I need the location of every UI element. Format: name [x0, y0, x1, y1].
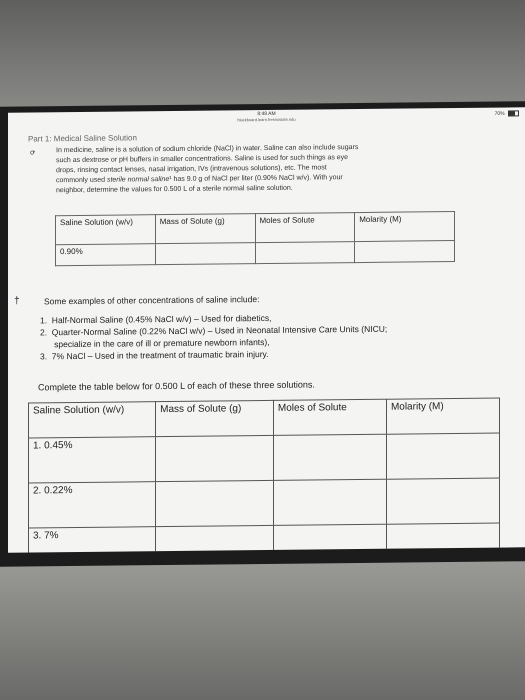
intro-line: neighbor, determine the values for 0.500 L of a sterile normal saline solution.: [56, 184, 293, 195]
desk-background-bottom: [0, 560, 525, 700]
normal-saline-table: [55, 211, 455, 266]
table-row: [29, 523, 500, 553]
list-item: 3. 7% NaCl – Used in the treatment of traumatic brain injury.: [40, 348, 269, 362]
cell-solution: 1. 0.45%: [29, 437, 156, 483]
table-row: [29, 433, 500, 483]
cell-mass[interactable]: [155, 243, 255, 265]
cell-mass[interactable]: [156, 525, 274, 552]
intro-line: In medicine, saline is a solution of sodium chloride (NaCl) in water. Saline can also include sugars: [56, 144, 359, 155]
header-saline-solution: Saline Solution (w/v): [29, 402, 156, 438]
examples-lead: Some examples of other concentrations of saline include:: [44, 294, 260, 307]
dagger-icon: †: [14, 295, 20, 307]
header-mass-of-solute: Mass of Solute (g): [155, 214, 255, 244]
header-moles-of-solute: Moles of Solute: [255, 213, 355, 243]
table-row: [29, 478, 500, 528]
cell-moles[interactable]: [255, 242, 355, 264]
cell-solution: 2. 0.22%: [29, 482, 156, 528]
list-item: 2. Quarter-Normal Saline (0.22% NaCl w/v) – Used in Neonatal Intensive Care Units (NICU;: [40, 323, 388, 338]
desk-background-top: [0, 0, 525, 115]
cell-moles[interactable]: [273, 479, 386, 525]
cell-molarity[interactable]: [386, 433, 499, 479]
table-header-row: [56, 212, 455, 245]
battery-percent: 70%: [494, 110, 505, 117]
cell-mass[interactable]: [156, 435, 274, 481]
header-molarity: Molarity (M): [386, 398, 499, 434]
cell-solution: 0.90%: [56, 244, 156, 266]
examples-list: [40, 310, 500, 363]
tablet-screen: [8, 107, 525, 552]
header-moles-of-solute: Moles of Solute: [273, 399, 386, 435]
intro-line: such as dextrose or pH buffers in smaller concentrations. Saline is used for such things as eye: [56, 154, 349, 165]
cell-molarity[interactable]: [386, 478, 499, 524]
cell-moles[interactable]: [273, 434, 386, 480]
decorative-glyph-icon: ꝍ: [30, 149, 35, 157]
header-molarity: Molarity (M): [355, 212, 455, 242]
battery-indicator: [495, 110, 519, 117]
header-saline-solution: Saline Solution (w/v): [56, 215, 156, 245]
list-item: specialize in the care of ill or premature newborn infants),: [40, 336, 270, 350]
intro-paragraph: [56, 142, 466, 196]
intro-line: drops, rinsing contact lenses, nasal irrigation, IVs (intravenous solutions), etc. The most: [56, 164, 327, 175]
cell-solution: 3. 7%: [29, 527, 156, 553]
complete-instruction: Complete the table below for 0.500 L of each of these three solutions.: [38, 379, 315, 393]
intro-line: commonly used sterile normal saline¹ has 9.0 g of NaCl per liter (0.90% NaCl w/v). With your: [56, 174, 343, 185]
address-bar-url[interactable]: blackboard.learn.fresnostate.edu: [237, 116, 296, 123]
cell-moles[interactable]: [273, 524, 386, 552]
cell-mass[interactable]: [156, 480, 274, 526]
table-row: [56, 241, 455, 266]
sterile-normal-saline-term: sterile normal saline: [106, 176, 170, 184]
status-time: 8:48 AM: [257, 110, 276, 118]
part-title: Part 1: Medical Saline Solution: [28, 133, 137, 144]
header-mass-of-solute: Mass of Solute (g): [156, 400, 274, 436]
battery-icon: [508, 110, 519, 116]
saline-concentrations-table: [28, 398, 500, 553]
cell-molarity[interactable]: [355, 241, 455, 263]
list-item: 1. Half-Normal Saline (0.45% NaCl w/v) – Used for diabetics,: [40, 312, 272, 326]
table-header-row: [29, 398, 500, 438]
